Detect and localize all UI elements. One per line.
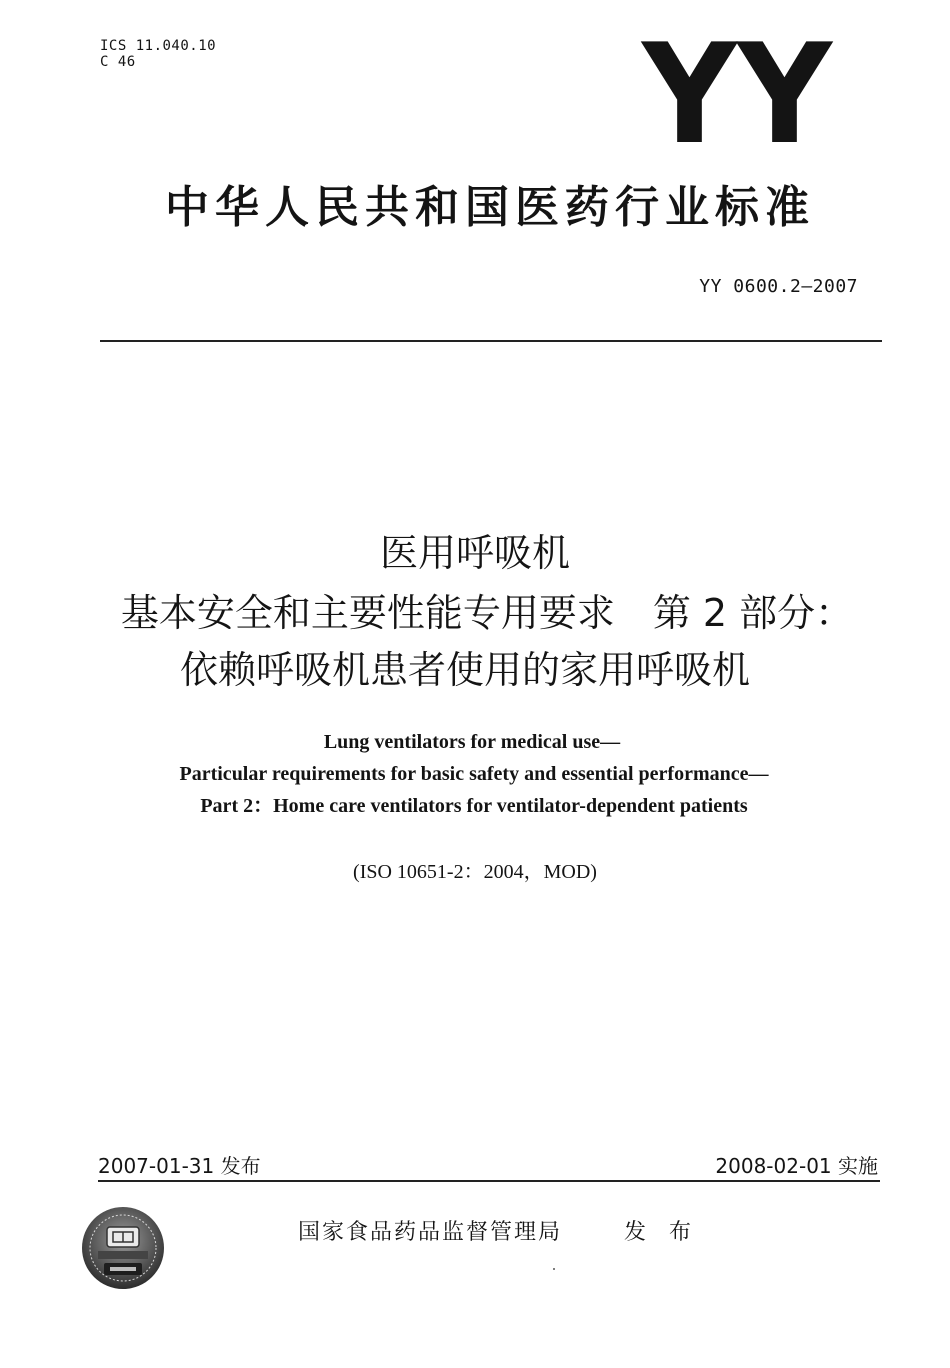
ccs-code: C 46 <box>100 54 136 70</box>
implementation-date: 2008-02-01 实施 <box>715 1154 878 1178</box>
english-title-line-2: Particular requirements for basic safety and essential performance— <box>179 763 769 785</box>
header-divider <box>100 340 882 342</box>
english-title-line-3: Part 2：Home care ventilators for ventilator-dependent patients <box>200 795 748 817</box>
yy-logo <box>640 38 835 150</box>
chinese-title-line-1: 医用呼吸机 <box>379 531 570 575</box>
ics-code: ICS 11.040.10 <box>100 38 217 54</box>
standard-category-title: 中华人民共和国医药行业标准 <box>165 182 815 233</box>
scan-speck <box>553 1268 555 1270</box>
chinese-title-line-2: 基本安全和主要性能专用要求 第 2 部分： <box>120 591 854 635</box>
classification-codes <box>100 38 216 70</box>
issue-date: 2007-01-31 发布 <box>98 1154 261 1178</box>
standard-number: YY 0600.2—2007 <box>699 276 858 297</box>
anti-counterfeit-seal-icon <box>80 1205 166 1291</box>
yy-logo-text: YY <box>640 38 834 150</box>
publisher-name: 国家食品药品监督管理局 <box>298 1220 563 1245</box>
english-title-line-1: Lung ventilators for medical use— <box>323 731 621 753</box>
footer-divider <box>98 1180 880 1182</box>
iso-adoption-note: (ISO 10651-2：2004，MOD) <box>353 861 597 883</box>
publish-label: 发 布 <box>624 1220 699 1245</box>
chinese-title-line-3: 依赖呼吸机患者使用的家用呼吸机 <box>179 648 750 692</box>
